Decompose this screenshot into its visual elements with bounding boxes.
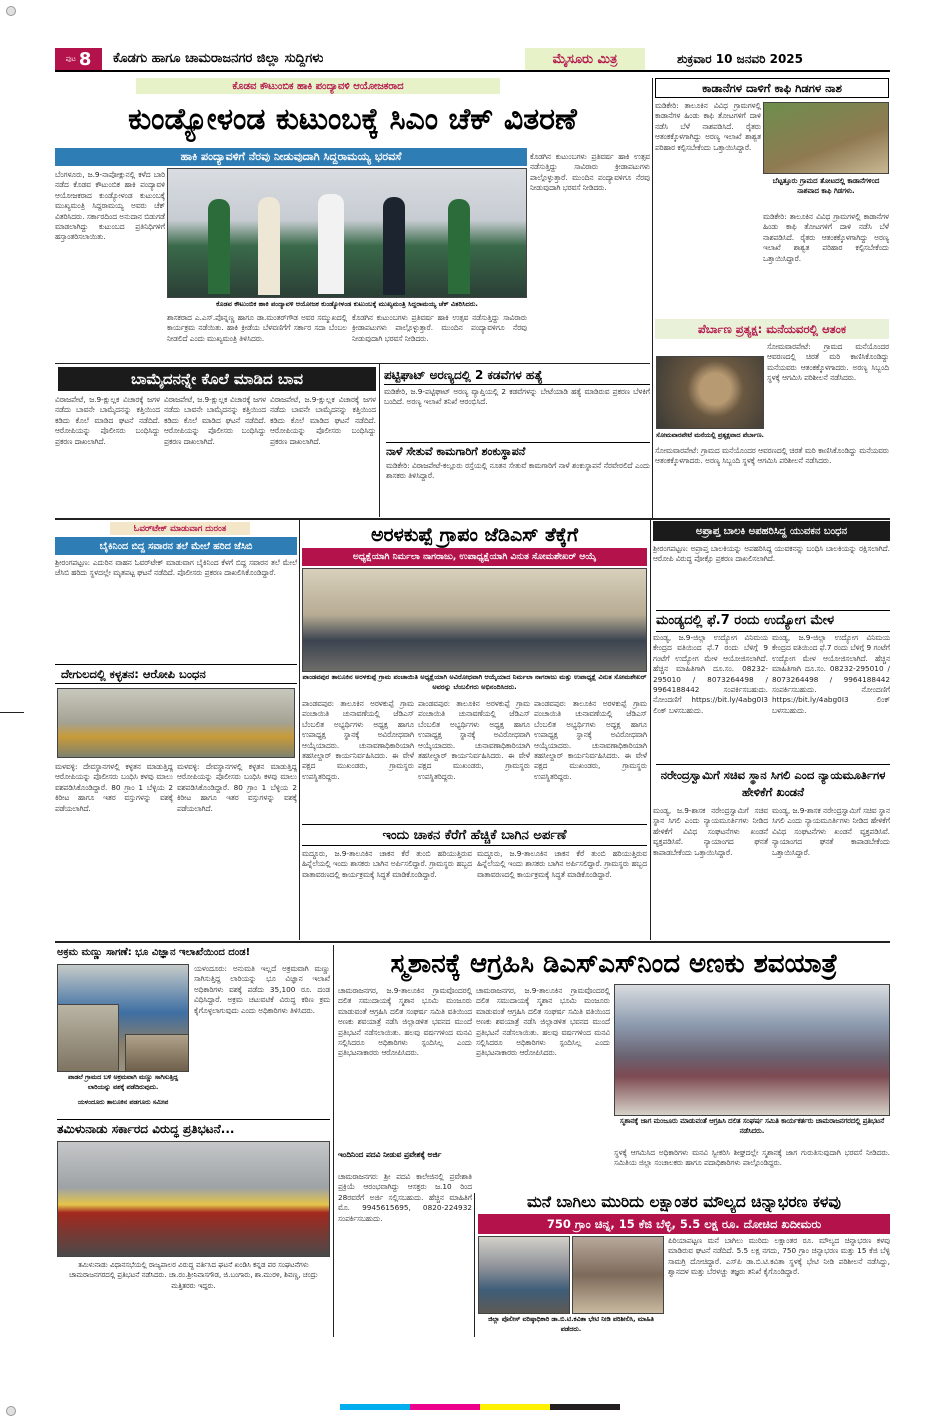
- coffee-photo: [763, 102, 889, 174]
- funeral-photo: [614, 984, 890, 1116]
- divider: [333, 945, 334, 1337]
- leopard-body-2: ಸೋಮವಾರಪೇಟೆ: ಗ್ರಾಮದ ಮನೆಯೊಂದರ ಆವರಣದಲ್ಲಿ ಚಿರತೆ ಮರಿ ಕಾಣಿಸಿಕೊಂಡಿದ್ದು ಮನೆಯವರು ಆತಂಕಕ್ಕೊಳಗಾದರು. ಅರಣ್ಯ ಸಿಬ್ಬಂದಿ ಸ್ಥಳಕ್ಕೆ ಆಗಮಿಸಿ ಪರಿಶೀಲನೆ ನಡೆಸಿದರು.: [655, 446, 889, 466]
- foundation-body: ಮಡಿಕೇರಿ: ವಿರಾಜಪೇಟೆ-ಕಲ್ಲೂರು ರಸ್ತೆಯಲ್ಲಿ ನೂತನ ಸೇತುವೆ ಕಾಮಗಾರಿಗೆ ನಾಳೆ ಶಂಕುಸ್ಥಾಪನೆ ನೆರವೇರಲಿದೆ ಎಂದು ಶಾಸಕರು ತಿಳಿಸಿದ್ದಾರೆ.: [386, 461, 650, 481]
- funeral-caption: ಸ್ಮಶಾನಕ್ಕೆ ಜಾಗ ಮಂಜೂರು ಮಾಡುವಂತೆ ಆಗ್ರಹಿಸಿ ದಲಿತ ಸಂಘರ್ಷ ಸಮಿತಿ ಕಾರ್ಯಕರ್ತರು ಚಾಮರಾಜನಗರದಲ್ಲಿ ಪ್ರತಿಭಟನೆ ನಡೆಸಿದರು.: [619, 1117, 885, 1135]
- leopard-headline-box: [655, 319, 889, 339]
- jcb-headline-box: [55, 537, 297, 555]
- protest-caption: ತಮಿಳುನಾಡು ವಿಧಾನಸಭೆಯಲ್ಲಿ ರಾಜ್ಯಪಾಲರ ವಿರುದ್ಧ ವರ್ತಿಸಿದ ಘಟನೆ ಖಂಡಿಸಿ ಕನ್ನಡ ಪರ ಸಂಘಟನೆಗಳು ಚಾಮರಾಜನಗರದಲ್ಲಿ ಪ್ರತಿಭಟನೆ ನಡೆಸಿದರು. ಚಾ.ರಂ.ಶ್ರೀನಿವಾಸಗೌಡ, ಜಿ.ಬಂಗಾರು, ಶಾ.ಮುರಳಿ, ಶಿವಣ್ಣ, ಚಂದ್ರು ಮತ್ತಿತರರು ಇದ್ದರು.: [69, 1261, 318, 1290]
- paper-name: ಮೈಸೂರು ಮಿತ್ರ: [552, 51, 618, 67]
- funeral-body: ಚಾಮರಾಜನಗರ, ಜ.9-ತಾಲೂಕಿನ ಗ್ರಾಮವೊಂದರಲ್ಲಿ ದಲಿತ ಸಮುದಾಯಕ್ಕೆ ಸ್ಮಶಾನ ಭೂಮಿ ಮಂಜೂರು ಮಾಡುವಂತೆ ಆಗ್ರಹಿಸಿ ದಲಿತ ಸಂಘರ್ಷ ಸಮಿತಿ ವತಿಯಿಂದ ಅಣಕು ಶವಯಾತ್ರೆ ನಡೆಸಿ ಜಿಲ್ಲಾಡಳಿತ ಭವನದ ಮುಂದೆ ಪ್ರತಿಭಟನೆ ನಡೆಸಲಾಯಿತು. ಹಲವು ವರ್ಷಗಳಿಂದ ಮನವಿ ಸಲ್ಲಿಸಿದರೂ ಅಧಿಕಾರಿಗಳು ಸ್ಪಂದಿಸಿಲ್ಲ ಎಂದು ಪ್ರತಿಭಟನಾಕಾರರು ಆರೋಪಿಸಿದರು.: [338, 986, 472, 1058]
- photo-figure: [318, 194, 344, 294]
- sand-headline: ಅಕ್ರಮ ಮಣ್ಣು ಸಾಗಣೆ: ಭೂ ವಿಜ್ಞಾನ ಇಲಾಖೆಯಿಂದ ದಂಡ!: [57, 947, 251, 958]
- coffee-body-2: ಮಡಿಕೇರಿ: ತಾಲೂಕಿನ ವಿವಿಧ ಗ್ರಾಮಗಳಲ್ಲಿ ಕಾಡಾನೆಗಳ ಹಿಂಡು ಕಾಫಿ ತೋಟಗಳಿಗೆ ದಾಳಿ ನಡೆಸಿ ಬೆಳೆ ನಾಶಪಡಿಸಿದೆ. ರೈತರು ಆತಂಕಕ್ಕೊಳಗಾಗಿದ್ದು ಅರಣ್ಯ ಇಲಾಖೆ ಶಾಶ್ವತ ಪರಿಹಾರ ಕಲ್ಪಿಸಬೇಕೆಂದು ಒತ್ತಾಯಿಸಿದ್ದಾರೆ.: [763, 212, 889, 263]
- murder-body: ವಿರಾಜಪೇಟೆ, ಜ.9-ಕ್ಷುಲ್ಲಕ ವಿಚಾರಕ್ಕೆ ಜಗಳ ನಡೆದು ಬಾವನೇ ಬಾಮೈದನನ್ನು ಕತ್ತಿಯಿಂದ ಕಡಿದು ಕೊಲೆ ಮಾಡಿದ ಘಟನೆ ನಡೆದಿದೆ. ಆರೋಪಿಯನ್ನು ಪೊಲೀಸರು ಬಂಧಿಸಿದ್ದು ಪ್ರಕರಣ ದಾಖಲಾಗಿದೆ.: [55, 395, 160, 446]
- murder-headline-box: [58, 367, 376, 391]
- kidnap-headline: ಅಪ್ರಾಪ್ತ ಬಾಲಕಿ ಅಪಹರಿಸಿದ್ದ ಯುವಕನ ಬಂಧನ: [695, 525, 848, 537]
- lead-photo: [167, 168, 527, 298]
- gp-headline: ಅರಳಕುಪ್ಪೆ ಗ್ರಾಪಂ ಜೆಡಿಎಸ್ ತೆಕ್ಕೆಗೆ: [370, 524, 579, 546]
- color-strip: [340, 1404, 620, 1410]
- foundation-headline: ನಾಳೆ ಸೇತುವೆ ಕಾಮಗಾರಿಗೆ ಶಂಕುಸ್ಥಾಪನೆ: [386, 442, 650, 460]
- kidnap-body: ಶ್ರೀರಂಗಪಟ್ಟಣ: ಅಪ್ರಾಪ್ತ ಬಾಲಕಿಯನ್ನು ಅಪಹರಿಸಿದ್ದ ಯುವಕನನ್ನು ಬಂಧಿಸಿ ಬಾಲಕಿಯನ್ನು ರಕ್ಷಿಸಲಾಗಿದೆ. ಆರೋಪಿ ವಿರುದ್ಧ ಪೋಕ್ಸೊ ಪ್ರಕರಣ ದಾಖಲಿಸಲಾಗಿದೆ.: [653, 544, 890, 564]
- leopard-photo: [656, 356, 764, 429]
- theft-headline-box: [55, 664, 297, 684]
- kidnap-headline-box: [653, 521, 890, 541]
- divider: [55, 941, 890, 943]
- fold-mark: [0, 712, 24, 713]
- murder-headline: ಬಾಮೈದನನ್ನೇ ಕೊಲೆ ಮಾಡಿದ ಬಾವ: [130, 370, 304, 388]
- registration-mark: [6, 1406, 16, 1416]
- coffee-caption: ಬೆಟ್ಟತ್ತೂರು ಗ್ರಾಮದ ತೋಟದಲ್ಲಿ ಕಾಡಾನೆಗಳಿಂದ ನಾಶವಾದ ಕಾಫಿ ಗಿಡಗಳು.: [772, 177, 880, 195]
- burglary-subhead-box: [478, 1214, 890, 1234]
- paper-name-box: [525, 48, 645, 70]
- jobfair-body-2: ಮಂಡ್ಯ, ಜ.9-ಜಿಲ್ಲಾ ಉದ್ಯೋಗ ವಿನಿಮಯ ಕೇಂದ್ರದ ವತಿಯಿಂದ ಫೆ.7 ರಂದು ಬೆಳಿಗ್ಗೆ 9 ಗಂಟೆಗೆ ಉದ್ಯೋಗ ಮೇಳ ಆಯೋಜಿಸಲಾಗಿದೆ. ಹೆಚ್ಚಿನ ಮಾಹಿತಿಗಾಗಿ ದೂ.ಸಂ. 08232-295010 / 8073264498 / 9964188442 ಸಂಪರ್ಕಿಸಬಹುದು. ನೋಂದಣಿಗೆ https://bit.ly/4abg0I3 ಲಿಂಕ್ ಬಳಸಬಹುದು.: [772, 633, 890, 715]
- divider: [652, 78, 653, 518]
- lead-subhead: ಹಾಕಿ ಪಂದ್ಯಾವಳಿಗೆ ನೆರವು ನೀಡುವುದಾಗಿ ಸಿದ್ದರಾಮಯ್ಯ ಭರವಸೆ: [180, 150, 402, 163]
- masthead: [55, 48, 890, 72]
- sand-caption: ಪಾಡಲೆ ಗ್ರಾಮದ ಬಳಿ ಅಕ್ರಮವಾಗಿ ಮಣ್ಣು ಸಾಗಿಸುತ್ತಿದ್ದ ಲಾರಿಯನ್ನು ವಶಕ್ಕೆ ಪಡೆದಿರುವುದು.: [68, 1073, 178, 1091]
- lead-col3: ಕೊಡಗಿನ ಕುಟುಂಬಗಳು ಪ್ರತಿವರ್ಷ ಹಾಕಿ ಉತ್ಸವ ನಡೆಸುತ್ತಿದ್ದು ಸಾವಿರಾರು ಕ್ರೀಡಾಪಟುಗಳು ಪಾಲ್ಗೊಳ್ಳುತ್ತಾರೆ. ಮುಂದಿನ ಪಂದ್ಯಾವಳಿಗೂ ನೆರವು ನೀಡುವುದಾಗಿ ಭರವಸೆ ನೀಡಿದರು.: [352, 313, 527, 343]
- funeral-body-3: ಸ್ಥಳಕ್ಕೆ ಆಗಮಿಸಿದ ಅಧಿಕಾರಿಗಳು ಮನವಿ ಸ್ವೀಕರಿಸಿ ಶೀಘ್ರದಲ್ಲೇ ಸ್ಮಶಾನಕ್ಕೆ ಜಾಗ ಗುರುತಿಸುವುದಾಗಿ ಭರವಸೆ ನೀಡಿದರು. ಸಮಿತಿಯ ಜಿಲ್ಲಾ ಸಂಚಾಲಕರು ಹಾಗೂ ಪದಾಧಿಕಾರಿಗಳು ಪಾಲ್ಗೊಂಡಿದ್ದರು.: [614, 1148, 890, 1168]
- lead-subhead-box: [55, 148, 527, 166]
- gp-body-3: ಪಾಂಡವಪುರ: ತಾಲೂಕಿನ ಅರಳಕುಪ್ಪೆ ಗ್ರಾಮ ಪಂಚಾಯಿತಿ ಚುನಾವಣೆಯಲ್ಲಿ ಜೆಡಿಎಸ್ ಬೆಂಬಲಿತ ಅಭ್ಯರ್ಥಿಗಳು ಅಧ್ಯಕ್ಷ ಹಾಗೂ ಉಪಾಧ್ಯಕ್ಷ ಸ್ಥಾನಕ್ಕೆ ಅವಿರೋಧವಾಗಿ ಆಯ್ಕೆಯಾದರು. ಚುನಾವಣಾಧಿಕಾರಿಯಾಗಿ ತಹಸೀಲ್ದಾರ್ ಕಾರ್ಯನಿರ್ವಹಿಸಿದರು. ಈ ವೇಳೆ ಪಕ್ಷದ ಮುಖಂಡರು, ಗ್ರಾಮಸ್ಥರು ಉಪಸ್ಥಿತರಿದ್ದರು.: [534, 699, 647, 781]
- divider: [379, 363, 380, 517]
- admission-headline: ಇಂದಿನಿಂದ ಪದವಿ ನೀಡುವ ಪ್ರವೇಶಕ್ಕೆ ಅರ್ಜಿ: [338, 1150, 442, 1159]
- theft-body-2: ಮಳವಳ್ಳಿ: ದೇವಸ್ಥಾನಗಳಲ್ಲಿ ಕಳ್ಳತನ ಮಾಡುತ್ತಿದ್ದ ಆರೋಪಿಯನ್ನು ಪೊಲೀಸರು ಬಂಧಿಸಿ ಕಳವು ಮಾಲು ವಶಪಡಿಸಿಕೊಂಡಿದ್ದಾರೆ. 80 ಗ್ರಾಂ 1 ಬೆಳ್ಳಿಯ 2 ಕಿರೀಟ ಹಾಗೂ ಇತರ ವಸ್ತುಗಳನ್ನು ವಶಕ್ಕೆ ಪಡೆಯಲಾಗಿದೆ.: [177, 762, 297, 813]
- sand-photo-2: [57, 1004, 119, 1072]
- leopard-body: ಸೋಮವಾರಪೇಟೆ: ಗ್ರಾಮದ ಮನೆಯೊಂದರ ಆವರಣದಲ್ಲಿ ಚಿರತೆ ಮರಿ ಕಾಣಿಸಿಕೊಂಡಿದ್ದು ಮನೆಯವರು ಆತಂಕಕ್ಕೊಳಗಾದರು. ಅರಣ್ಯ ಸಿಬ್ಬಂದಿ ಸ್ಥಳಕ್ಕೆ ಆಗಮಿಸಿ ಪರಿಶೀಲನೆ ನಡೆಸಿದರು.: [767, 342, 889, 383]
- page-label: ಪುಟ: [65, 54, 76, 63]
- sand-body: ಯಳಂದೂರು: ಅನುಮತಿ ಇಲ್ಲದೆ ಅಕ್ರಮವಾಗಿ ಮಣ್ಣು ಸಾಗಿಸುತ್ತಿದ್ದ ಲಾರಿಯನ್ನು ಭೂ ವಿಜ್ಞಾನ ಇಲಾಖೆ ಅಧಿಕಾರಿಗಳು ವಶಕ್ಕೆ ಪಡೆದು 35,100 ರೂ. ದಂಡ ವಿಧಿಸಿದ್ದಾರೆ. ಅಕ್ರಮ ಚಟುವಟಿಕೆ ವಿರುದ್ಧ ಕಠಿಣ ಕ್ರಮ ಕೈಗೊಳ್ಳಲಾಗುವುದು ಎಂದು ಅಧಿಕಾರಿಗಳು ತಿಳಿಸಿದರು.: [194, 964, 330, 1015]
- jcb-headline: ಬೈಕಿನಿಂದ ಬಿದ್ದ ಸವಾರನ ತಲೆ ಮೇಲೆ ಹರಿದ ಜೆಸಿಬಿ: [99, 540, 253, 552]
- lead-kicker-box: [136, 78, 500, 94]
- photo-figure: [208, 199, 230, 294]
- theft-photo: [57, 688, 295, 758]
- photo-figure: [383, 197, 405, 295]
- jobfair-headline: ಮಂಡ್ಯದಲ್ಲಿ ಫೆ.7 ರಂದು ಉದ್ಯೋಗ ಮೇಳ: [656, 610, 890, 632]
- lead-col2: ಶಾಸಕರಾದ ಎ.ಎಸ್.ಪೊನ್ನಣ್ಣ ಹಾಗೂ ಡಾ.ಮಂತರ್‌ಗೌಡ ಅವರ ಸಮ್ಮುಖದಲ್ಲಿ ಕಾರ್ಯಕ್ರಮ ನಡೆಯಿತು. ಹಾಕಿ ಕ್ರೀಡೆಯ ಬೆಳವಣಿಗೆಗೆ ಸರ್ಕಾರ ಸದಾ ಬೆಂಬಲ ನೀಡಲಿದೆ ಎಂದು ಮುಖ್ಯಮಂತ್ರಿ ತಿಳಿಸಿದರು.: [167, 313, 347, 343]
- judge-body-2: ಮಂಡ್ಯ, ಜ.9-ಶಾಸಕ ನರೇಂದ್ರಸ್ವಾಮಿಗೆ ಸಚಿವ ಸ್ಥಾನ ಸಿಗಲಿ ಎಂದು ನ್ಯಾಯಮೂರ್ತಿಗಳು ನೀಡಿದ ಹೇಳಿಕೆಗೆ ವಿವಿಧ ಸಂಘಟನೆಗಳು ಖಂಡನೆ ವ್ಯಕ್ತಪಡಿಸಿವೆ. ನ್ಯಾಯಾಂಗದ ಘನತೆ ಕಾಪಾಡಬೇಕೆಂದು ಒತ್ತಾಯಿಸಿದ್ದಾರೆ.: [772, 806, 890, 857]
- murder-body-2: ವಿರಾಜಪೇಟೆ, ಜ.9-ಕ್ಷುಲ್ಲಕ ವಿಚಾರಕ್ಕೆ ಜಗಳ ನಡೆದು ಬಾವನೇ ಬಾಮೈದನನ್ನು ಕತ್ತಿಯಿಂದ ಕಡಿದು ಕೊಲೆ ಮಾಡಿದ ಘಟನೆ ನಡೆದಿದೆ. ಆರೋಪಿಯನ್ನು ಪೊಲೀಸರು ಬಂಧಿಸಿದ್ದು ಪ್ರಕರಣ ದಾಖಲಾಗಿದೆ.: [164, 395, 266, 446]
- admission-body: ಚಾಮರಾಜನಗರ: ಶ್ರೀ ಪದವಿ ಕಾಲೇಜಿನಲ್ಲಿ ಪ್ರವೇಶಾತಿ ಪ್ರಕ್ರಿಯೆ ಆರಂಭವಾಗಿದ್ದು ಆಸಕ್ತರು ಜ.10 ರಿಂದ 28ರವರೆಗೆ ಅರ್ಜಿ ಸಲ್ಲಿಸಬಹುದು. ಹೆಚ್ಚಿನ ಮಾಹಿತಿಗೆ ಮೊ. 9945615695, 0820-224932 ಸಂಪರ್ಕಿಸಬಹುದು.: [338, 1172, 472, 1223]
- protest-photo: [57, 1141, 330, 1257]
- divider: [55, 363, 650, 364]
- leopard-caption: ಸೋಮವಾರಪೇಟೆ ಮನೆಯಲ್ಲಿ ಪ್ರತ್ಯಕ್ಷವಾದ ಪೆರ್ಬಾಣ.: [656, 431, 764, 439]
- lead-caption: ಕೊಡವ ಕೌಟುಂಬಿಕ ಹಾಕಿ ಪಂದ್ಯಾವಳಿ ಆಯೋಜಕ ಕುಂಡ್ಯೋಳಂಡ ಕುಟುಂಬಕ್ಕೆ ಮುಖ್ಯಮಂತ್ರಿ ಸಿದ್ದರಾಮಯ್ಯ ಚೆಕ್ ವಿತರಿಸಿದರು.: [216, 300, 478, 308]
- section-title: ಕೊಡಗು ಹಾಗೂ ಚಾಮರಾಜನಗರ ಜಿಲ್ಲಾ ಸುದ್ದಿಗಳು: [113, 51, 324, 66]
- jcb-body: ಶ್ರೀರಂಗಪಟ್ಟಣ: ಎದುರಿನ ವಾಹನ ಓವರ್‌ಟೇಕ್ ಮಾಡುವಾಗ ಬೈಕಿನಿಂದ ಕೆಳಗೆ ಬಿದ್ದ ಸವಾರನ ತಲೆ ಮೇಲೆ ಜೆಸಿಬಿ ಹರಿದು ಸ್ಥಳದಲ್ಲೇ ಮೃತಪಟ್ಟ ಘಟನೆ ನಡೆದಿದೆ. ಪೊಲೀಸರು ಪ್ರಕರಣ ದಾಖಲಿಸಿಕೊಂಡಿದ್ದಾರೆ.: [55, 558, 297, 578]
- lead-kicker: ಕೊಡವ ಕೌಟುಂಬಿಕ ಹಾಕಿ ಪಂದ್ಯಾವಳಿ ಆಯೋಜಕರಾದ: [232, 80, 404, 92]
- burglary-subhead: 750 ಗ್ರಾಂ ಚಿನ್ನ, 15 ಕೆಜಿ ಬೆಳ್ಳಿ, 5.5 ಲಕ್ಷ ರೂ. ದೋಚಿದ ಖದೀಮರು: [546, 1216, 822, 1231]
- lead-headline: ಕುಂಡ್ಯೋಳಂಡ ಕುಟುಂಬಕ್ಕೆ ಸಿಎಂ ಚೆಕ್ ವಿತರಣೆ: [128, 102, 577, 137]
- judge-headline: ನರೇಂದ್ರಸ್ವಾಮಿಗೆ ಸಚಿವ ಸ್ಥಾನ ಸಿಗಲಿ ಎಂದ ನ್ಯಾಯಮೂರ್ತಿಗಳ ಹೇಳಿಕೆಗೆ ಖಂಡನೆ: [656, 764, 890, 801]
- funeral-headline: ಸ್ಮಶಾನಕ್ಕೆ ಆಗ್ರಹಿಸಿ ಡಿಎಸ್‌ಎಸ್‌ನಿಂದ ಅಣಕು ಶವಯಾತ್ರೆ: [390, 949, 838, 979]
- funeral-body-2: ಚಾಮರಾಜನಗರ, ಜ.9-ತಾಲೂಕಿನ ಗ್ರಾಮವೊಂದರಲ್ಲಿ ದಲಿತ ಸಮುದಾಯಕ್ಕೆ ಸ್ಮಶಾನ ಭೂಮಿ ಮಂಜೂರು ಮಾಡುವಂತೆ ಆಗ್ರಹಿಸಿ ದಲಿತ ಸಂಘರ್ಷ ಸಮಿತಿ ವತಿಯಿಂದ ಅಣಕು ಶವಯಾತ್ರೆ ನಡೆಸಿ ಜಿಲ್ಲಾಡಳಿತ ಭವನದ ಮುಂದೆ ಪ್ರತಿಭಟನೆ ನಡೆಸಲಾಯಿತು. ಹಲವು ವರ್ಷಗಳಿಂದ ಮನವಿ ಸಲ್ಲಿಸಿದರೂ ಅಧಿಕಾರಿಗಳು ಸ್ಪಂದಿಸಿಲ್ಲ ಎಂದು ಪ್ರತಿಭಟನಾಕಾರರು ಆರೋಪಿಸಿದರು.: [476, 986, 610, 1058]
- registration-mark: [6, 6, 16, 16]
- murder-body-3: ವಿರಾಜಪೇಟೆ, ಜ.9-ಕ್ಷುಲ್ಲಕ ವಿಚಾರಕ್ಕೆ ಜಗಳ ನಡೆದು ಬಾವನೇ ಬಾಮೈದನನ್ನು ಕತ್ತಿಯಿಂದ ಕಡಿದು ಕೊಲೆ ಮಾಡಿದ ಘಟನೆ ನಡೆದಿದೆ. ಆರೋಪಿಯನ್ನು ಪೊಲೀಸರು ಬಂಧಿಸಿದ್ದು ಪ್ರಕರಣ ದಾಖಲಾಗಿದೆ.: [270, 395, 376, 446]
- lake-body-2: ಮದ್ದೂರು, ಜ.9-ತಾಲೂಕಿನ ಚಾಕನ ಕೆರೆ ತುಂಬಿ ಹರಿಯುತ್ತಿರುವ ಹಿನ್ನೆಲೆಯಲ್ಲಿ ಇಂದು ಶಾಸಕರು ಬಾಗಿನ ಅರ್ಪಿಸಲಿದ್ದಾರೆ. ಗ್ರಾಮಸ್ಥರು ಹಬ್ಬದ ವಾತಾವರಣದಲ್ಲಿ ಕಾರ್ಯಕ್ರಮಕ್ಕೆ ಸಿದ್ಧತೆ ಮಾಡಿಕೊಂಡಿದ್ದಾರೆ.: [477, 849, 647, 879]
- jcb-kicker-box: [110, 522, 250, 535]
- lead-col4: ಕೊಡಗಿನ ಕುಟುಂಬಗಳು ಪ್ರತಿವರ್ಷ ಹಾಕಿ ಉತ್ಸವ ನಡೆಸುತ್ತಿದ್ದು ಸಾವಿರಾರು ಕ್ರೀಡಾಪಟುಗಳು ಪಾಲ್ಗೊಳ್ಳುತ್ತಾರೆ. ಮುಂದಿನ ಪಂದ್ಯಾವಳಿಗೂ ನೆರವು ನೀಡುವುದಾಗಿ ಭರವಸೆ ನೀಡಿದರು.: [530, 152, 650, 193]
- lake-body: ಮದ್ದೂರು, ಜ.9-ತಾಲೂಕಿನ ಚಾಕನ ಕೆರೆ ತುಂಬಿ ಹರಿಯುತ್ತಿರುವ ಹಿನ್ನೆಲೆಯಲ್ಲಿ ಇಂದು ಶಾಸಕರು ಬಾಗಿನ ಅರ್ಪಿಸಲಿದ್ದಾರೆ. ಗ್ರಾಮಸ್ಥರು ಹಬ್ಬದ ವಾತಾವರಣದಲ್ಲಿ ಕಾರ್ಯಕ್ರಮಕ್ಕೆ ಸಿದ್ಧತೆ ಮಾಡಿಕೊಂಡಿದ್ದಾರೆ.: [302, 849, 472, 879]
- date: ಶುಕ್ರವಾರ 10 ಜನವರಿ 2025: [677, 52, 803, 66]
- lake-headline: ಇಂದು ಚಾಕನ ಕೆರೆಗೆ ಹೆಚ್ಚಿಕೆ ಬಾಗಿನ ಅರ್ಪಣೆ: [382, 827, 567, 843]
- photo-figure: [258, 197, 280, 295]
- coffee-headline: ಕಾಡಾನೆಗಳ ದಾಳಿಗೆ ಕಾಫಿ ಗಿಡಗಳ ನಾಶ: [702, 80, 842, 95]
- lead-col1: ಬೆಂಗಳೂರು, ಜ.9-ನಾಪೋಕ್ಲುನಲ್ಲಿ ಕಳೆದ ಬಾರಿ ನಡೆದ ಕೊಡವ ಕೌಟುಂಬಿಕ ಹಾಕಿ ಪಂದ್ಯಾವಳಿ ಆಯೋಜಕರಾದ ಕುಂಡ್ಯೋಳಂಡ ಕುಟುಂಬಕ್ಕೆ ಮುಖ್ಯಮಂತ್ರಿ ಸಿದ್ದರಾಮಯ್ಯ ಅವರು ಚೆಕ್ ವಿತರಿಸಿದರು. ಸರ್ಕಾರದಿಂದ ಅನುದಾನ ಬಿಡುಗಡೆ ಮಾಡಲಾಗಿದ್ದು ಕುಟುಂಬದ ಪ್ರತಿನಿಧಿಗಳಿಗೆ ಹಸ್ತಾಂತರಿಸಲಾಯಿತು.: [55, 170, 165, 242]
- divider: [299, 520, 300, 940]
- divider: [650, 520, 651, 940]
- jobfair-body: ಮಂಡ್ಯ, ಜ.9-ಜಿಲ್ಲಾ ಉದ್ಯೋಗ ವಿನಿಮಯ ಕೇಂದ್ರದ ವತಿಯಿಂದ ಫೆ.7 ರಂದು ಬೆಳಿಗ್ಗೆ 9 ಗಂಟೆಗೆ ಉದ್ಯೋಗ ಮೇಳ ಆಯೋಜಿಸಲಾಗಿದೆ. ಹೆಚ್ಚಿನ ಮಾಹಿತಿಗಾಗಿ ದೂ.ಸಂ. 08232-295010 / 8073264498 / 9964188442 ಸಂಪರ್ಕಿಸಬಹುದು. ನೋಂದಣಿಗೆ https://bit.ly/4abg0I3 ಲಿಂಕ್ ಬಳಸಬಹುದು.: [653, 633, 768, 715]
- deer-body: ಮಡಿಕೇರಿ, ಜ.9-ಪಟ್ಟಿಘಾಟ್ ಅರಣ್ಯ ವ್ಯಾಪ್ತಿಯಲ್ಲಿ 2 ಕಡವೆಗಳನ್ನು ಬೇಟೆಯಾಡಿ ಹತ್ಯೆ ಮಾಡಿರುವ ಪ್ರಕರಣ ಬೆಳಕಿಗೆ ಬಂದಿದೆ. ಅರಣ್ಯ ಇಲಾಖೆ ತನಿಖೆ ಆರಂಭಿಸಿದೆ.: [384, 387, 650, 407]
- sand-photo-3: [125, 1034, 189, 1072]
- burglary-caption: ಜಿಲ್ಲಾ ಪೊಲೀಸ್ ವರಿಷ್ಠಾಧಿಕಾರಿ ಡಾ.ಬಿ.ಟಿ.ಕವಿತಾ ಭೇಟಿ ನೀಡಿ ಪರಿಶೀಲಿಸಿ, ಮಾಹಿತಿ ಪಡೆದರು.: [488, 1315, 654, 1333]
- theft-body: ಮಳವಳ್ಳಿ: ದೇವಸ್ಥಾನಗಳಲ್ಲಿ ಕಳ್ಳತನ ಮಾಡುತ್ತಿದ್ದ ಆರೋಪಿಯನ್ನು ಪೊಲೀಸರು ಬಂಧಿಸಿ ಕಳವು ಮಾಲು ವಶಪಡಿಸಿಕೊಂಡಿದ್ದಾರೆ. 80 ಗ್ರಾಂ 1 ಬೆಳ್ಳಿಯ 2 ಕಿರೀಟ ಹಾಗೂ ಇತರ ವಸ್ತುಗಳನ್ನು ವಶಕ್ಕೆ ಪಡೆಯಲಾಗಿದೆ.: [55, 762, 173, 813]
- jcb-kicker: ಓವರ್‌ಟೇಕ್ ಮಾಡುವಾಗ ದುರಂತ: [133, 523, 227, 534]
- lake-headline-box: [302, 824, 647, 846]
- gp-caption: ಪಾಂಡವಪುರ ತಾಲೂಕಿನ ಅರಳಕುಪ್ಪೆ ಗ್ರಾಮ ಪಂಚಾಯಿತಿ ಅಧ್ಯಕ್ಷೆಯಾಗಿ ಅವಿರೋಧವಾಗಿ ಆಯ್ಕೆಯಾದ ನಿರ್ಮಲಾ ನಾಗರಾಜು ಮತ್ತು ಉಪಾಧ್ಯಕ್ಷೆ ವಿನುತ ಸೋಮಶೇಖರ್ ಅವರನ್ನು ಬೆಂಬಲಿಗರು ಅಭಿನಂದಿಸಿದರು.: [302, 673, 647, 691]
- judge-body: ಮಂಡ್ಯ, ಜ.9-ಶಾಸಕ ನರೇಂದ್ರಸ್ವಾಮಿಗೆ ಸಚಿವ ಸ್ಥಾನ ಸಿಗಲಿ ಎಂದು ನ್ಯಾಯಮೂರ್ತಿಗಳು ನೀಡಿದ ಹೇಳಿಕೆಗೆ ವಿವಿಧ ಸಂಘಟನೆಗಳು ಖಂಡನೆ ವ್ಯಕ್ತಪಡಿಸಿವೆ. ನ್ಯಾಯಾಂಗದ ಘನತೆ ಕಾಪಾಡಬೇಕೆಂದು ಒತ್ತಾಯಿಸಿದ್ದಾರೆ.: [653, 806, 768, 857]
- gp-body: ಪಾಂಡವಪುರ: ತಾಲೂಕಿನ ಅರಳಕುಪ್ಪೆ ಗ್ರಾಮ ಪಂಚಾಯಿತಿ ಚುನಾವಣೆಯಲ್ಲಿ ಜೆಡಿಎಸ್ ಬೆಂಬಲಿತ ಅಭ್ಯರ್ಥಿಗಳು ಅಧ್ಯಕ್ಷ ಹಾಗೂ ಉಪಾಧ್ಯಕ್ಷ ಸ್ಥಾನಕ್ಕೆ ಅವಿರೋಧವಾಗಿ ಆಯ್ಕೆಯಾದರು. ಚುನಾವಣಾಧಿಕಾರಿಯಾಗಿ ತಹಸೀಲ್ದಾರ್ ಕಾರ್ಯನಿರ್ವಹಿಸಿದರು. ಈ ವೇಳೆ ಪಕ್ಷದ ಮುಖಂಡರು, ಗ್ರಾಮಸ್ಥರು ಉಪಸ್ಥಿತರಿದ್ದರು.: [302, 699, 414, 781]
- photo-figure: [448, 199, 470, 294]
- burglary-photo-2: [572, 1236, 664, 1314]
- leopard-headline: ಪೆರ್ಬಾಣ ಪ್ರತ್ಯಕ್ಷ: ಮನೆಯವರಲ್ಲಿ ಆತಂಕ: [697, 321, 847, 336]
- gp-photo: [302, 568, 647, 672]
- deer-headline: ಪಟ್ಟಿಘಾಟ್ ಅರಣ್ಯದಲ್ಲಿ 2 ಕಡವೆಗಳ ಹತ್ಯೆ: [384, 366, 650, 385]
- gp-subhead: ಅಧ್ಯಕ್ಷೆಯಾಗಿ ನಿರ್ಮಲಾ ನಾಗರಾಜು, ಉಪಾಧ್ಯಕ್ಷೆಯಾಗಿ ವಿನುತ ಸೋಮಶೇಖರ್ ಆಯ್ಕೆ: [352, 552, 597, 562]
- theft-headline: ದೇಗುಲದಲ್ಲಿ ಕಳ್ಳತನ: ಆರೋಪಿ ಬಂಧನ: [61, 666, 206, 681]
- divider: [474, 1193, 475, 1337]
- protest-headline: ತಮಿಳುನಾಡು ಸರ್ಕಾರದ ವಿರುದ್ಧ ಪ್ರತಿಭಟನೆ...: [57, 1119, 330, 1138]
- sand-byline: ಯಳಂದೂರು ತಾಲೂಕಿನ ಪಡಗೂರು ಸಮೀಪ: [77, 1098, 169, 1106]
- page-number: 8: [78, 48, 92, 70]
- coffee-body: ಮಡಿಕೇರಿ: ತಾಲೂಕಿನ ವಿವಿಧ ಗ್ರಾಮಗಳಲ್ಲಿ ಕಾಡಾನೆಗಳ ಹಿಂಡು ಕಾಫಿ ತೋಟಗಳಿಗೆ ದಾಳಿ ನಡೆಸಿ ಬೆಳೆ ನಾಶಪಡಿಸಿದೆ. ರೈತರು ಆತಂಕಕ್ಕೊಳಗಾಗಿದ್ದು ಅರಣ್ಯ ಇಲಾಖೆ ಶಾಶ್ವತ ಪರಿಹಾರ ಕಲ್ಪಿಸಬೇಕೆಂದು ಒತ್ತಾಯಿಸಿದ್ದಾರೆ.: [655, 101, 761, 152]
- page-number-box: [55, 48, 102, 70]
- burglary-body: ಪಿರಿಯಾಪಟ್ಟಣ ಮನೆ ಬಾಗಿಲು ಮುರಿದು ಲಕ್ಷಾಂತರ ರೂ. ಮೌಲ್ಯದ ಚಿನ್ನಾಭರಣ ಕಳವು ಮಾಡಿರುವ ಘಟನೆ ನಡೆದಿದೆ. 5.5 ಲಕ್ಷ ನಗದು, 750 ಗ್ರಾಂ ಚಿನ್ನಾಭರಣ ಮತ್ತು 15 ಕೆಜಿ ಬೆಳ್ಳಿ ಸಾಮಗ್ರಿ ದೋಚಿದ್ದಾರೆ. ಎಸ್‌ಪಿ ಡಾ.ಬಿ.ಟಿ.ಕವಿತಾ ಸ್ಥಳಕ್ಕೆ ಭೇಟಿ ನೀಡಿ ಪರಿಶೀಲನೆ ನಡೆಸಿದ್ದು, ಶ್ವಾನದಳ ಮತ್ತು ಬೆರಳಚ್ಚು ತಜ್ಞರು ತನಿಖೆ ಕೈಗೊಂಡಿದ್ದಾರೆ.: [668, 1236, 890, 1277]
- gp-body-2: ಪಾಂಡವಪುರ: ತಾಲೂಕಿನ ಅರಳಕುಪ್ಪೆ ಗ್ರಾಮ ಪಂಚಾಯಿತಿ ಚುನಾವಣೆಯಲ್ಲಿ ಜೆಡಿಎಸ್ ಬೆಂಬಲಿತ ಅಭ್ಯರ್ಥಿಗಳು ಅಧ್ಯಕ್ಷ ಹಾಗೂ ಉಪಾಧ್ಯಕ್ಷ ಸ್ಥಾನಕ್ಕೆ ಅವಿರೋಧವಾಗಿ ಆಯ್ಕೆಯಾದರು. ಚುನಾವಣಾಧಿಕಾರಿಯಾಗಿ ತಹಸೀಲ್ದಾರ್ ಕಾರ್ಯನಿರ್ವಹಿಸಿದರು. ಈ ವೇಳೆ ಪಕ್ಷದ ಮುಖಂಡರು, ಗ್ರಾಮಸ್ಥರು ಉಪಸ್ಥಿತರಿದ್ದರು.: [418, 699, 530, 781]
- burglary-headline: ಮನೆ ಬಾಗಿಲು ಮುರಿದು ಲಕ್ಷಾಂತರ ಮೌಲ್ಯದ ಚಿನ್ನಾಭರಣ ಕಳವು: [527, 1193, 841, 1211]
- coffee-headline-box: [655, 78, 889, 98]
- gp-subhead-box: [302, 548, 647, 566]
- burglary-photo-1: [478, 1236, 570, 1314]
